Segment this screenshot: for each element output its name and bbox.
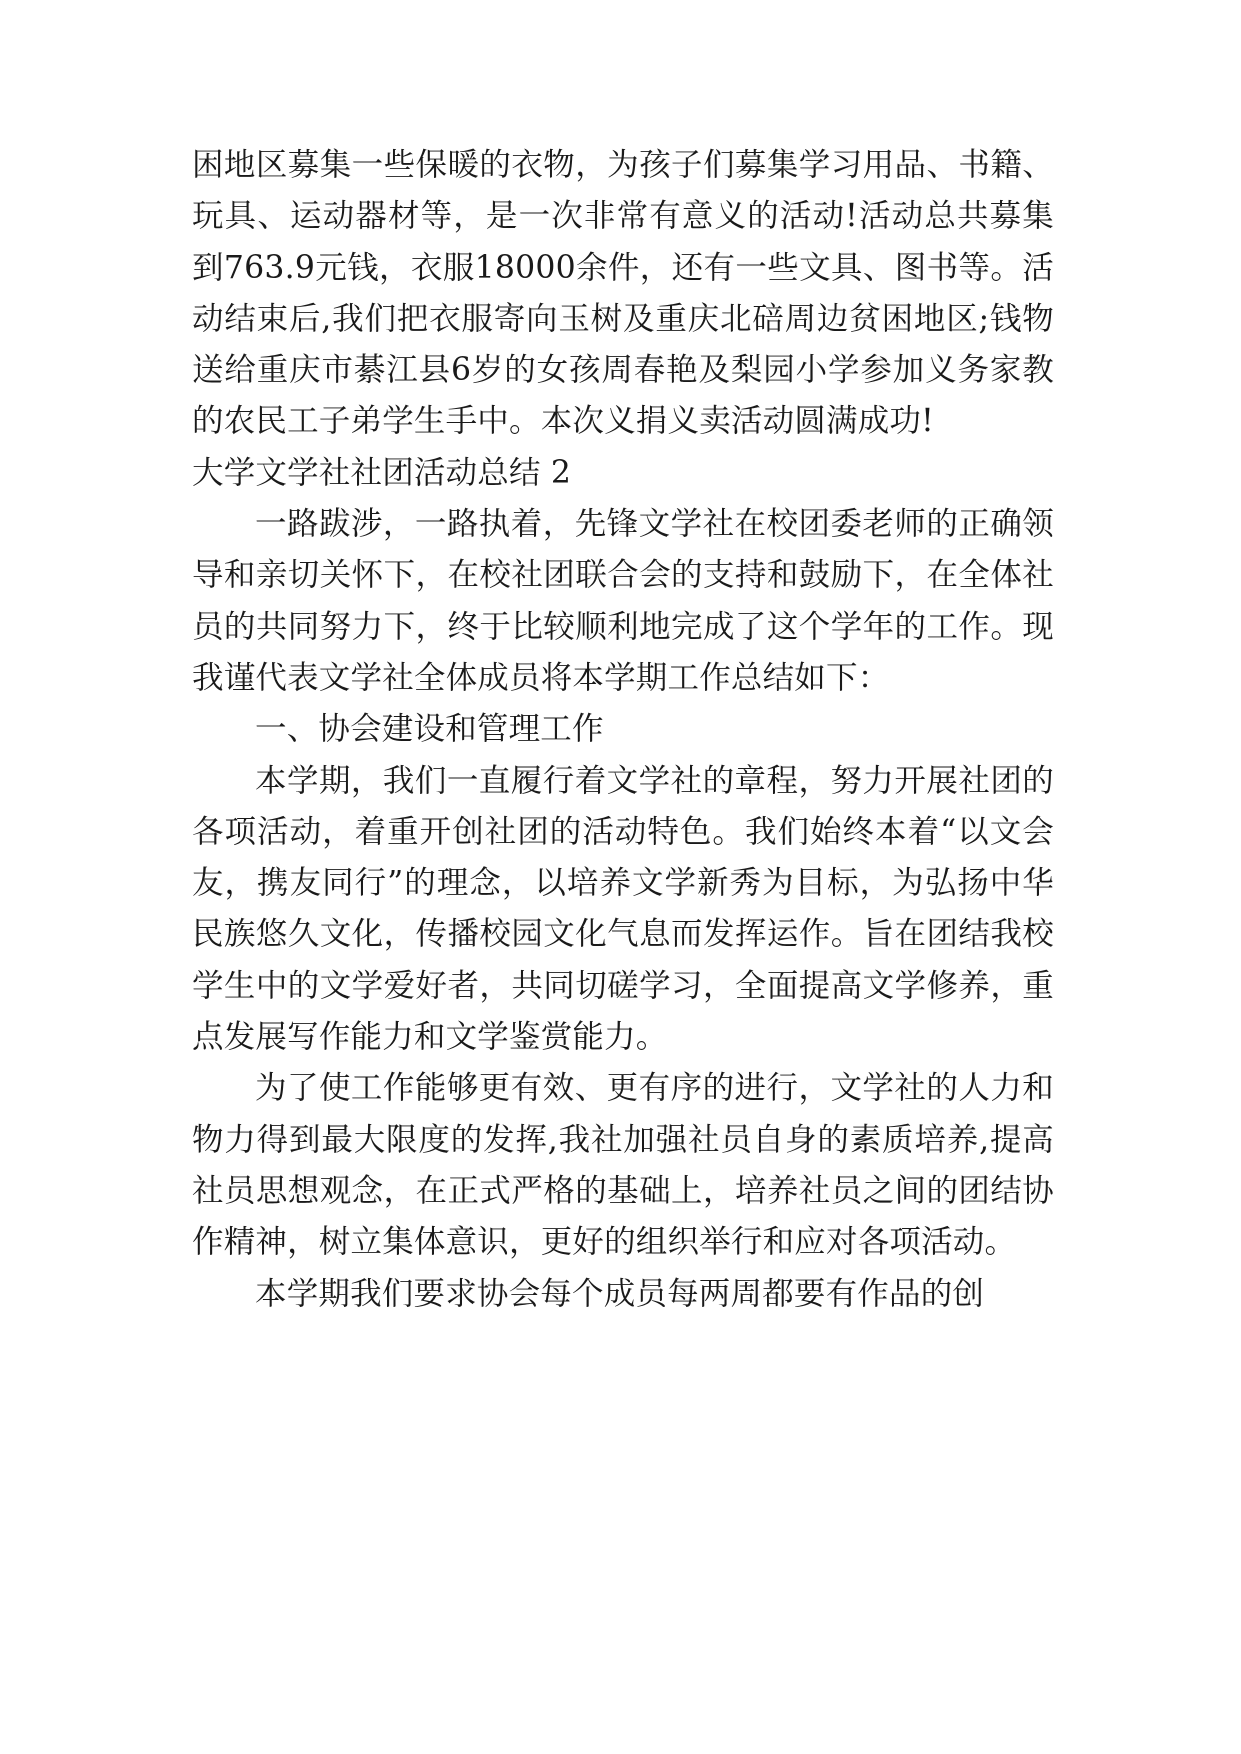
paragraph-charity-summary: 困地区募集一些保暖的衣物，为孩子们募集学习用品、书籍、玩具、运动器材等，是一次非常有意义的活动!活动总共募集到763.9元钱，衣服18000余件，还有一些文具、图书等。活动结束后,我们把衣服寄向玉树及重庆北碚周边贫困地区;钱物送给重庆市綦江县6岁的女孩周春艳及梨园小学参加义务家教的农民工子弟学生手中。本次义捐义卖活动圆满成功! [192, 147, 1054, 440]
paragraph-requirements: 本学期我们要求协会每个成员每两周都要有作品的创 [255, 1275, 985, 1312]
section-title: 大学文学社社团活动总结 2 [192, 454, 572, 491]
section-heading-association-building: 一、协会建设和管理工作 [255, 711, 604, 748]
paragraph-charter: 本学期，我们一直履行着文学社的章程，努力开展社团的各项活动，着重开创社团的活动特色。我们始终本着“以文会友，携友同行”的理念，以培养文学新秀为目标，为弘扬中华民族悠久文化，传播校园文化气息而发挥运作。旨在团结我校学生中的文学爱好者，共同切磋学习，全面提高文学修养，重点发展写作能力和文学鉴赏能力。 [192, 762, 1054, 1056]
document-body [192, 140, 1054, 1320]
paragraph-efficiency: 为了使工作能够更有效、更有序的进行，文学社的人力和物力得到最大限度的发挥,我社加强社员自身的素质培养,提高社员思想观念，在正式严格的基础上，培养社员之间的团结协作精神，树立集体意识，更好的组织举行和应对各项活动。 [192, 1070, 1054, 1261]
paragraph-intro: 一路跋涉，一路执着，先锋文学社在校团委老师的正确领导和亲切关怀下，在校社团联合会的支持和鼓励下，在全体社员的共同努力下，终于比较顺利地完成了这个学年的工作。现我谨代表文学社全体成员将本学期工作总结如下： [192, 506, 1054, 696]
